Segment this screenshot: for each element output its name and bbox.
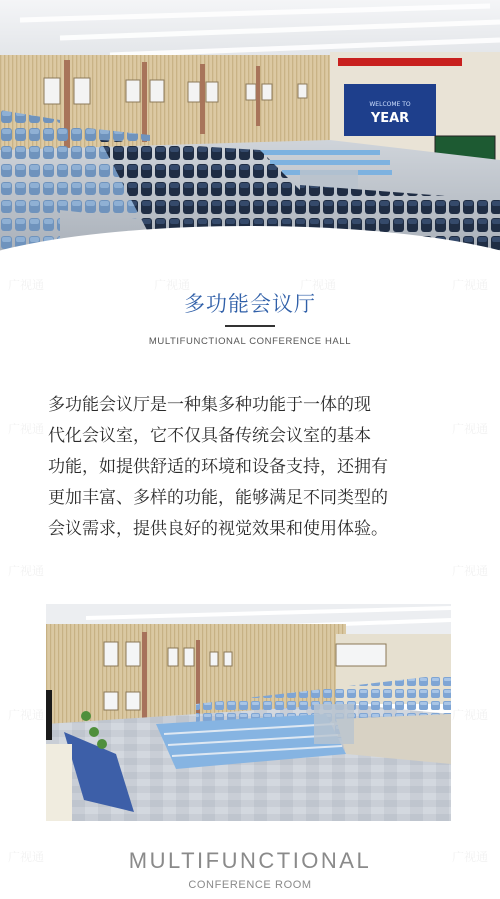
led-banner — [338, 58, 462, 66]
glass-rail — [314, 704, 354, 744]
title-divider — [225, 325, 275, 327]
side-speaker — [46, 690, 52, 740]
led-screen — [344, 84, 436, 136]
room-render-svg — [46, 604, 451, 821]
hero-hall-render — [0, 0, 500, 255]
watermark: 广视通 — [452, 708, 489, 722]
description-line: 多功能会议厅是一种集多种功能于一体的现 — [48, 395, 371, 415]
watermark: 广视通 — [452, 850, 489, 864]
watermark: 广视通 — [8, 422, 45, 436]
watermark: 广视通 — [8, 708, 45, 722]
page-title: 多功能会议厅 — [184, 292, 316, 316]
watermark: 广视通 — [300, 278, 337, 292]
hero-curve-mask — [0, 226, 500, 346]
seats-left — [0, 110, 60, 255]
description-line: 更加丰富、多样的功能，能够满足不同类型的 — [48, 488, 388, 508]
page-subtitle: MULTIFUNCTIONAL CONFERENCE HALL — [148, 336, 352, 347]
description-line: 功能，如提供舒适的环境和设备支持，还拥有 — [48, 457, 388, 477]
screen-big-text: YEAR — [370, 111, 410, 126]
description-line: 会议需求，提供良好的视觉效果和使用体验。 — [48, 519, 388, 539]
watermark: 广视通 — [452, 278, 489, 292]
screen-small-text: WELCOME TO — [369, 101, 411, 108]
watermark: 广视通 — [452, 564, 489, 578]
watermark: 广视通 — [154, 278, 191, 292]
description-paragraph — [48, 390, 452, 545]
conference-room-render — [46, 604, 451, 821]
hall-render-svg — [0, 0, 500, 255]
watermark: 广视通 — [8, 850, 45, 864]
watermark: 广视通 — [8, 278, 45, 292]
footer-subtitle: CONFERENCE ROOM — [188, 879, 312, 891]
side-sofa — [46, 744, 72, 821]
watermark: 广视通 — [8, 564, 45, 578]
footer-title: MULTIFUNCTIONAL — [128, 848, 372, 873]
description-line: 代化会议室，它不仅具备传统会议室的基本 — [48, 426, 371, 446]
watermark: 广视通 — [452, 422, 489, 436]
